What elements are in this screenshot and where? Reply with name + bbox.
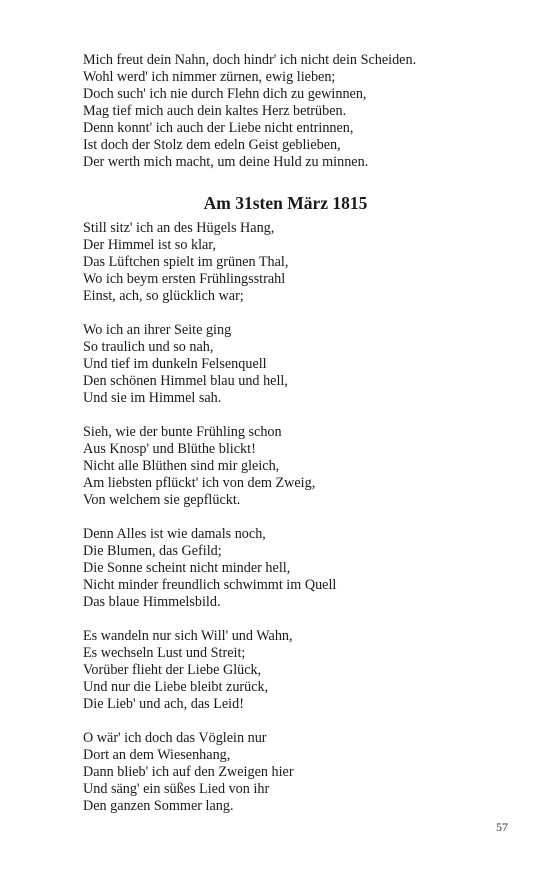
verse-line: Und nur die Liebe bleibt zurück, [83,679,269,695]
poem-body [83,220,336,815]
stanza [83,730,336,815]
verse-line: Ist doch der Stolz dem edeln Geist geblieben, [83,137,341,153]
stanza-gap [83,305,336,322]
verse-line: Wohl werd' ich nimmer zürnen, ewig lieben; [83,69,336,85]
verse-line: Die Blumen, das Gefild; [83,543,222,559]
verse-line: Aus Knosp' und Blüthe blickt! [83,441,256,457]
stanza-gap [83,611,336,628]
previous-poem-ending [83,52,416,171]
verse-line: Das Lüftchen spielt im grünen Thal, [83,254,289,270]
verse-line: Von welchem sie gepflückt. [83,492,241,508]
verse-line: Der Himmel ist so klar, [83,237,217,253]
verse-line: Nicht alle Blüthen sind mir gleich, [83,458,280,474]
verse-line: Der werth mich macht, um deine Huld zu minnen. [83,154,369,170]
poem-title: Am 31sten März 1815 [203,193,368,213]
stanza [83,220,336,305]
verse-line: Still sitz' ich an des Hügels Hang, [83,220,275,236]
verse-line: O wär' ich doch das Vöglein nur [83,730,267,746]
page-number: 57 [496,820,508,834]
stanza-gap [83,713,336,730]
verse-line: Das blaue Himmelsbild. [83,594,221,610]
verse-line: Den ganzen Sommer lang. [83,798,234,814]
stanza [83,424,336,509]
stanza-gap [83,509,336,526]
verse-line: Und sie im Himmel sah. [83,390,222,406]
verse-line: Am liebsten pflückt' ich von dem Zweig, [83,475,316,491]
stanza-gap [83,407,336,424]
verse-line: Die Sonne scheint nicht minder hell, [83,560,291,576]
verse-line: Es wandeln nur sich Will' und Wahn, [83,628,293,644]
stanza [83,628,336,713]
stanza [83,526,336,611]
verse-line: Dort an dem Wiesenhang, [83,747,231,763]
verse-line: Denn konnt' ich auch der Liebe nicht entrinnen, [83,120,354,136]
verse-line: Mich freut dein Nahn, doch hindr' ich nicht dein Scheiden. [83,52,417,68]
verse-line: Vorüber flieht der Liebe Glück, [83,662,262,678]
verse-line: So traulich und so nah, [83,339,214,355]
stanza [83,322,336,407]
verse-line: Dann blieb' ich auf den Zweigen hier [83,764,294,780]
verse-line: Den schönen Himmel blau und hell, [83,373,288,389]
verse-line: Doch such' ich nie durch Flehn dich zu gewinnen, [83,86,367,102]
verse-line: Es wechseln Lust und Streit; [83,645,246,661]
verse-line: Sieh, wie der bunte Frühling schon [83,424,282,440]
verse-line: Mag tief mich auch dein kaltes Herz betrüben. [83,103,347,119]
verse-line: Wo ich an ihrer Seite ging [83,322,232,338]
verse-line: Die Lieb' und ach, das Leid! [83,696,244,712]
verse-line: Und säng' ein süßes Lied von ihr [83,781,270,797]
verse-line: Einst, ach, so glücklich war; [83,288,244,304]
verse-line: Wo ich beym ersten Frühlingsstrahl [83,271,286,287]
verse-line: Denn Alles ist wie damals noch, [83,526,266,542]
verse-line: Nicht minder freundlich schwimmt im Quell [83,577,337,593]
verse-line: Und tief im dunkeln Felsenquell [83,356,267,372]
